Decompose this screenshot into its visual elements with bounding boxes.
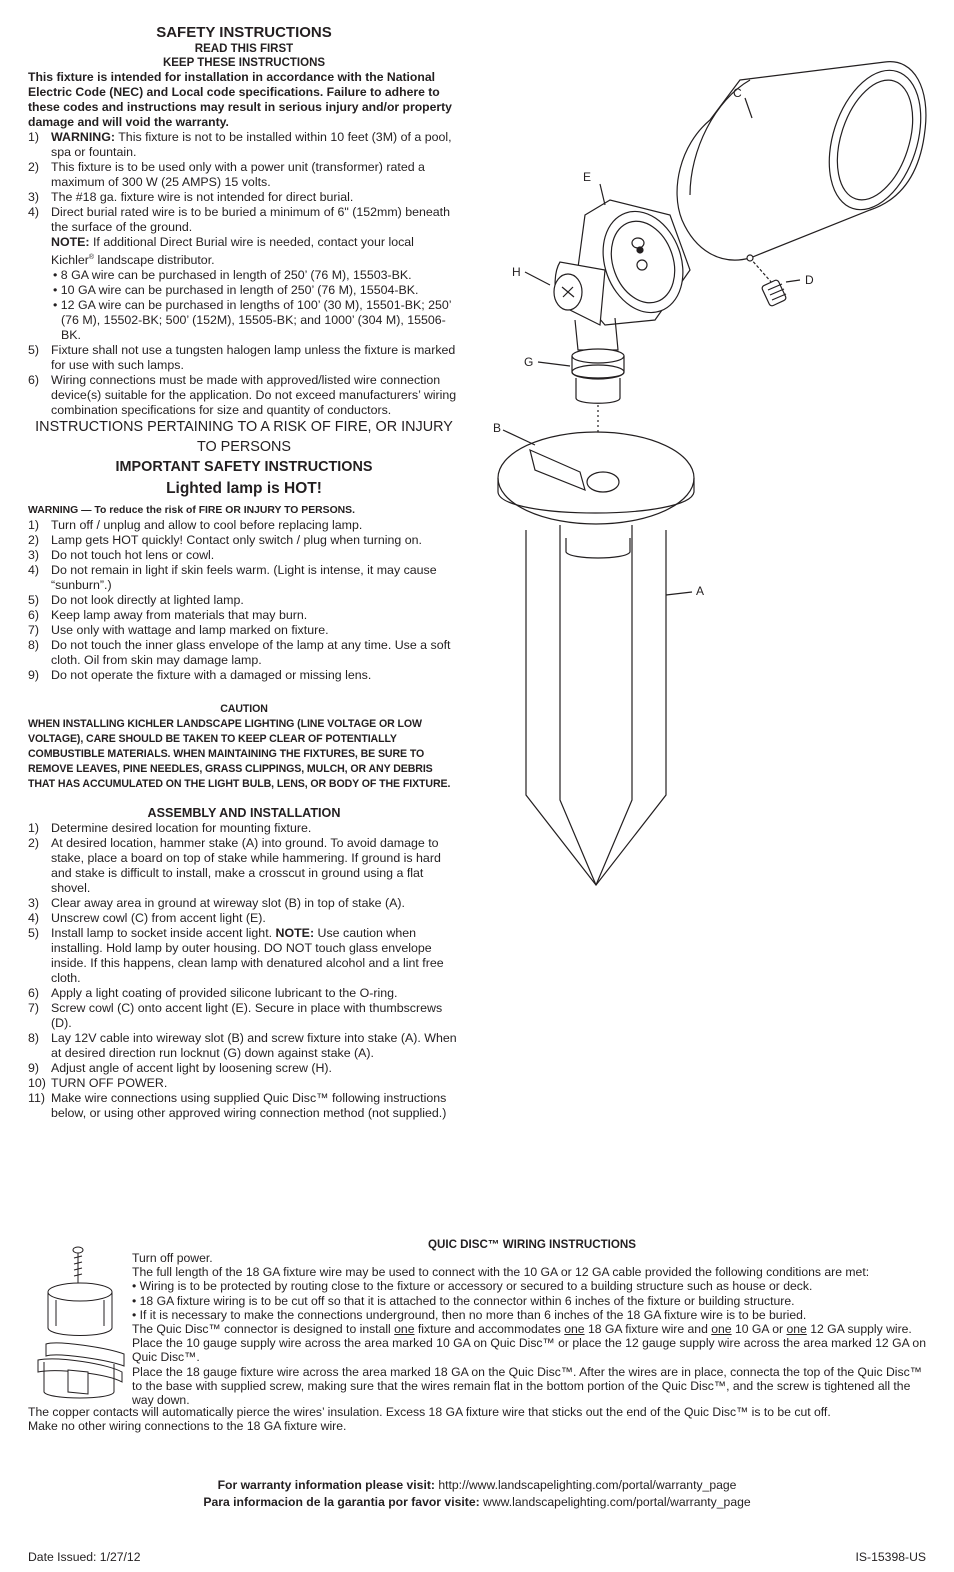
- label-e: E: [583, 170, 592, 184]
- qd-paragraph-3: The copper contacts will automatically pierce the wires’ insulation. Excess 18 GA fixture wire that sticks out the end of the Quic Disc™ is to be cut off.: [28, 1405, 831, 1419]
- qd-line-2: The full length of the 18 GA fixture wire may be used to connect with the 10 GA or 12 GA cable provided the following conditions are met:: [132, 1265, 870, 1280]
- text: 10 GA or: [731, 1322, 787, 1337]
- fixture-exploded-diagram: [480, 60, 940, 900]
- underline-one: one: [786, 1322, 807, 1337]
- item-text: Wiring connections must be made with approved/listed wire connection device(s) suitable for the application. Do not exceed manufacturers’ wiring combination specifications for size and quantity of conductors.: [51, 373, 457, 418]
- safety-title: SAFETY INSTRUCTIONS: [156, 24, 332, 41]
- leader-a: [666, 592, 692, 595]
- wire-option: • 12 GA wire can be purchased in lengths of 100’ (30 M), 15501-BK; 250’ (76 M), 15502-BK; 500’ (152M), 15505-BK; and 1000’ (304 M), 15506-BK.: [53, 298, 452, 343]
- item-text: Do not look directly at lighted lamp.: [51, 593, 244, 607]
- fire-item: [28, 608, 460, 623]
- item-number: 1): [28, 130, 40, 144]
- item-number: 4): [28, 911, 40, 925]
- safety-item: [28, 160, 460, 190]
- assembly-item: [28, 1001, 460, 1031]
- note-text: If additional Direct Burial wire is needed, contact your local Kichler: [51, 235, 414, 268]
- wire-options-list: [51, 268, 460, 343]
- assembly-title: ASSEMBLY AND INSTALLATION: [147, 806, 341, 820]
- item-text: At desired location, hammer stake (A) into ground. To avoid damage to stake, place a board on top of stake while hammering. If ground is hard and stake is difficult to install, make a crosscut in ground using a flat shovel.: [51, 836, 441, 895]
- item-text: Apply a light coating of provided silicone lubricant to the O-ring.: [51, 986, 398, 1000]
- thumbscrew-drawing: [747, 255, 787, 307]
- item-text: Do not touch hot lens or cowl.: [51, 548, 215, 562]
- item-number: 11): [28, 1091, 45, 1105]
- safety-item: [28, 343, 460, 373]
- safety-section: [28, 24, 460, 418]
- stake-drawing: [498, 432, 694, 885]
- item-text: Keep lamp away from materials that may burn.: [51, 608, 308, 622]
- assembly-item: [28, 896, 460, 911]
- safety-subtitle-1: READ THIS FIRST: [194, 43, 294, 55]
- label-g: G: [524, 355, 534, 369]
- locknut-drawing: [572, 349, 624, 403]
- qd-paragraph-4: Make no other wiring connections to the 18 GA fixture wire.: [28, 1419, 347, 1434]
- registered-mark: ®: [88, 254, 95, 261]
- item-number: 4): [28, 205, 40, 219]
- item-number: 5): [28, 343, 40, 358]
- item-number: 6): [28, 986, 40, 1000]
- leader-e: [600, 184, 605, 205]
- label-c: C: [733, 86, 742, 100]
- safety-item: [28, 190, 460, 205]
- assembly-item: [28, 1091, 460, 1121]
- underline-one: one: [564, 1322, 585, 1337]
- warranty-label: For warranty information please visit:: [217, 1478, 435, 1492]
- item-number: 2): [28, 533, 40, 547]
- item-text: Do not remain in light if skin feels warm. (Light is intense, it may cause “sunburn”.): [51, 563, 437, 592]
- garantia-label: Para informacion de la garantia por favor visite:: [203, 1495, 480, 1509]
- fire-item: [28, 533, 460, 548]
- item-number: 2): [28, 836, 40, 850]
- item-number: 8): [28, 638, 40, 652]
- fire-item: [28, 548, 460, 563]
- qd-bullet: • Wiring is to be protected by routing close to the fixture or accessory or secured to a building structure such as house or deck.: [132, 1279, 813, 1294]
- label-h: H: [512, 265, 521, 279]
- item-text: TURN OFF POWER.: [51, 1076, 168, 1090]
- note-tail: landscape distributor.: [94, 253, 215, 268]
- item-number: 3): [28, 548, 40, 562]
- note-lead: NOTE:: [275, 926, 315, 940]
- label-d: D: [805, 273, 814, 287]
- item-text: Install lamp to socket inside accent light.: [51, 926, 276, 940]
- item-text: This fixture is to be used only with a power unit (transformer) rated a maximum of 300 W (25 AMPS) 15 volts.: [51, 160, 425, 189]
- item-number: 8): [28, 1031, 40, 1045]
- garantia-line: [0, 1495, 954, 1509]
- text: The Quic Disc™ connector is designed to install: [132, 1322, 395, 1337]
- item-number: 9): [28, 1061, 40, 1075]
- fire-item: [28, 518, 460, 533]
- item-number: 10): [28, 1076, 46, 1090]
- item-text: Direct burial rated wire is to be buried a minimum of 6" (152mm) beneath the surface of the ground.: [51, 205, 451, 234]
- assembly-item: [28, 986, 460, 1001]
- accent-light-drawing: [554, 200, 696, 350]
- underline-one: one: [394, 1322, 415, 1337]
- safety-item: [28, 373, 460, 418]
- note-lead: NOTE:: [51, 235, 90, 249]
- important-title: IMPORTANT SAFETY INSTRUCTIONS: [115, 459, 373, 475]
- item-number: 7): [28, 623, 40, 637]
- warning-lead: WARNING:: [51, 130, 116, 144]
- safety-item: [28, 130, 460, 160]
- underline-one: one: [711, 1322, 732, 1337]
- assembly-item: [28, 821, 460, 836]
- fire-list: [28, 518, 460, 683]
- item-text: Do not touch the inner glass envelope of the lamp at any time. Use a soft cloth. Oil from skin may damage lamp.: [51, 638, 451, 667]
- assembly-item: [28, 926, 460, 986]
- caution-title: CAUTION: [220, 703, 268, 715]
- quicdisc-body: [132, 1251, 932, 1407]
- fire-section: [28, 417, 460, 683]
- quicdisc-tail: [28, 1405, 928, 1433]
- item-text: Make wire connections using supplied Quic Disc™ following instructions below, or using other approved wiring connection method (not supplied.): [51, 1091, 447, 1120]
- text: fixture and accommodates: [414, 1322, 565, 1337]
- item-text: Use only with wattage and lamp marked on fixture.: [51, 623, 329, 637]
- item-number: 3): [28, 896, 40, 910]
- assembly-item: [28, 1031, 460, 1061]
- qd-paragraph-1: [132, 1322, 932, 1365]
- leader-g: [538, 362, 570, 366]
- assembly-item: [28, 1076, 460, 1091]
- caution-section: [28, 702, 460, 792]
- date-issued: Date Issued: 1/27/12: [28, 1550, 141, 1564]
- safety-item: [28, 205, 460, 343]
- caution-text: WHEN INSTALLING KICHLER LANDSCAPE LIGHTING (LINE VOLTAGE OR LOW VOLTAGE), CARE SHOULD BE TAKEN TO KEEP CLEAR OF POTENTIALLY COMBUSTIBLE MATERIALS. WHEN MAINTAINING THE FIXTURES, BE SURE TO REMOVE LEAVES, PINE NEEDLES, GRASS CLIPPINGS, MULCH, OR ANY DEBRIS THAT HAS ACCUMULATED ON THE LIGHT BULB, LENS, OR BODY OF THE FIXTURE.: [28, 718, 451, 790]
- item-number: 7): [28, 1001, 40, 1015]
- text: 12 GA supply wire. Place the 10 gauge supply wire across the area marked 10 GA on Quic Disc™ or place the 12 gauge supply wire across the area marked 12 GA on Quic Disc™.: [132, 1322, 926, 1365]
- safety-intro: This fixture is intended for installation in accordance with the National Electric Code (NEC) and Local code specifications. Failure to adhere to these codes and instructions may result in serious injury and/or property damage and will void the warranty.: [28, 70, 452, 129]
- item-number: 5): [28, 593, 40, 607]
- item-text: The #18 ga. fixture wire is not intended for direct burial.: [51, 190, 354, 204]
- document-id: IS-15398-US: [855, 1550, 926, 1564]
- qd-bullet: • If it is necessary to make the connections underground, then no more than 6 inches of the 18 GA fixture wire is to be buried.: [132, 1307, 807, 1322]
- wire-option: • 10 GA wire can be purchased in length of 250’ (76 M), 15504-BK.: [53, 283, 419, 298]
- fire-item: [28, 623, 460, 638]
- text: 18 GA fixture wire and: [584, 1322, 712, 1337]
- fire-item: [28, 668, 460, 683]
- item-number: 2): [28, 160, 40, 174]
- item-number: 1): [28, 821, 40, 835]
- quicdisc-title: QUIC DISC™ WIRING INSTRUCTIONS: [427, 1238, 637, 1251]
- warranty-link[interactable]: http://www.landscapelighting.com/portal/warranty_page: [434, 1478, 737, 1492]
- item-number: 6): [28, 608, 40, 622]
- leader-d: [786, 280, 800, 282]
- qd-paragraph-2: Place the 18 gauge fixture wire across the area marked 18 GA on the Quic Disc™. After the wires are in place, connecta the top of the Quic Disc™ to the base with supplied screw, making sure that the wires remain flat in the bottom portion of the Quic Disc™, and the screw is tightened all the way down.: [132, 1364, 922, 1408]
- label-a: A: [696, 584, 705, 598]
- assembly-item: [28, 1061, 460, 1076]
- item-text: Unscrew cowl (C) from accent light (E).: [51, 911, 266, 925]
- item-text: Lay 12V cable into wireway slot (B) and screw fixture into stake (A). When at desired direction run locknut (G) down against stake (A).: [51, 1031, 457, 1060]
- garantia-link[interactable]: www.landscapelighting.com/portal/warranty_page: [479, 1495, 751, 1509]
- fire-item: [28, 638, 460, 668]
- item-text: Turn off / unplug and allow to cool before replacing lamp.: [51, 518, 363, 532]
- item-number: 6): [28, 373, 40, 388]
- fire-item: [28, 563, 460, 593]
- item-text: Lamp gets HOT quickly! Contact only switch / plug when turning on.: [51, 533, 422, 547]
- assembly-section: [28, 805, 460, 1121]
- qd-bullet: • 18 GA fixture wiring is to be cut off so that it is attached to the connector within 6 inches of the fixture or building structure.: [132, 1293, 795, 1308]
- item-text: This fixture is not to be installed within 10 feet (3M) of a pool, spa or fountain.: [51, 130, 452, 159]
- assembly-list: [28, 821, 460, 1121]
- fire-item: [28, 593, 460, 608]
- item-text: Clear away area in ground at wireway slot (B) in top of stake (A).: [51, 896, 405, 910]
- item-number: 5): [28, 926, 40, 940]
- item-text: Do not operate the fixture with a damaged or missing lens.: [51, 668, 372, 682]
- item-text: Screw cowl (C) onto accent light (E). Secure in place with thumbscrews (D).: [51, 1001, 443, 1030]
- warranty-line: [0, 1478, 954, 1492]
- safety-list: [28, 130, 460, 418]
- item-number: 4): [28, 563, 40, 577]
- assembly-item: [28, 836, 460, 896]
- safety-subtitle-2: KEEP THESE INSTRUCTIONS: [162, 57, 326, 69]
- item-number: 1): [28, 518, 40, 532]
- fire-title: INSTRUCTIONS PERTAINING TO A RISK OF FIRE, OR INJURY TO PERSONS: [35, 419, 453, 455]
- fire-warning: WARNING — To reduce the risk of FIRE OR INJURY TO PERSONS.: [28, 505, 355, 516]
- item-text: Use caution when installing. Hold lamp by outer housing. DO NOT touch glass envelope inside. If this happens, clean lamp with denatured alcohol and a lint free cloth.: [51, 926, 444, 985]
- hot-warning: Lighted lamp is HOT!: [166, 480, 322, 497]
- item-number: 3): [28, 190, 40, 204]
- label-b: B: [493, 421, 502, 435]
- quicdisc-illustration: [28, 1244, 128, 1404]
- cowl-drawing: [677, 60, 937, 260]
- item-text: Fixture shall not use a tungsten halogen lamp unless the fixture is marked for use with such lamps.: [51, 343, 456, 373]
- leader-h: [525, 272, 550, 285]
- leader-b: [503, 430, 535, 445]
- item-text: Adjust angle of accent light by loosening screw (H).: [51, 1061, 332, 1075]
- burial-note: [51, 235, 460, 268]
- item-text: Determine desired location for mounting fixture.: [51, 821, 312, 835]
- item-number: 9): [28, 668, 40, 682]
- assembly-item: [28, 911, 460, 926]
- wire-option: • 8 GA wire can be purchased in length of 250’ (76 M), 15503-BK.: [53, 268, 412, 283]
- qd-line-1: Turn off power.: [132, 1251, 213, 1265]
